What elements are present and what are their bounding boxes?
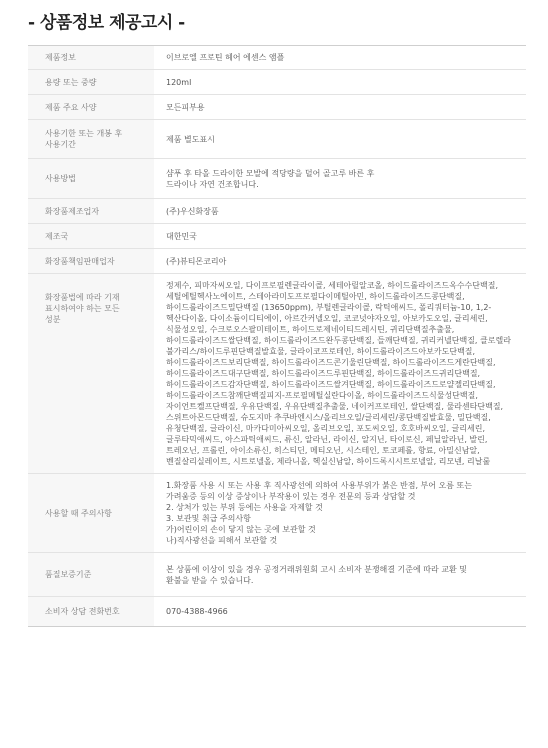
table-row [28, 70, 526, 95]
row-label-quality: 품질보증기준 [28, 553, 154, 597]
row-value-seller: (주)뷰티몬코리아 [154, 249, 526, 274]
product-info-table [28, 45, 526, 627]
row-label-manufacturer: 화장품제조업자 [28, 199, 154, 224]
row-label-phone: 소비자 상담 전화번호 [28, 597, 154, 627]
row-value-usage: 샴푸 후 타올 드라이한 모발에 적당량을 덜어 골고루 바른 후 드라이나 자연 건조합니다. [154, 159, 526, 199]
row-value-manufacturer: (주)우신화장품 [154, 199, 526, 224]
row-label-usage: 사용방법 [28, 159, 154, 199]
row-value-ingredients: 정제수, 피마자씨오일, 다이프로필렌글라이콜, 세테아릴알코올, 하이드롤라이즈드옥수수단백질, 세틸에틸헥사노에이트, 스테아라미도프로필다이메틸아민, 하이드롤라이즈드콩단백질, 하이드롤라이즈드밀단백질 (13650ppm), 부틸렌글라이콜, 락틱애씨드, 폴리쿼터늄-10, 1,2-헥산다이올, 다이소듐이디티에이, 아르간커넬오일, 코코넛야자오일, 아보카도오일, 글리세린, 식물성오일, 수크로오스팔미테이트, 하이드로제네이티드레시틴, 귀리단백질추출물, 하이드롤라이즈드쌀단백질, 하이드롤라이즈드완두콩단백질, 들깨단백질, 귀리커넬단백질, 클로렐라 불가리스/하이드루핀단백질발효물, 글라이코프로테인, 하이드롤라이즈드아보카도단백질, 하이드롤라이즈드보리단백질, 하이드롤라이즈드콘기울린단백질, 하이드롤라이즈드게란단백질, 하이드롤라이즈드대구단백질, 하이드롤라이즈드루핀단백질, 하이드롤라이즈드귀리단백질, 하이드롤라이즈드감자단백질, 하이드롤라이즈드쌀겨단백질, 하이드롤라이즈드로얄젤리단백질, 하이드롤라이즈드참깨단백질피지-프로필메틸실란다이올, 하이드롤라이즈드식물성단백질, 자이언트켈프단백질, 우유단백질, 우유단백질추출물, 네이커프로테인, 쌀단백질, 물라센타단백질, 스위트아몬드단백질, 슈도지마 추쿠바엔시스/올리브오일/글리세린/콩단백질발효물, 밀단백질, 유청단백질, 글라이신, 마카다미아씨오일, 올리브오일, 포도씨오일, 호호바씨오일, 글리세린, 글루타믹애씨드, 아스파틱애씨드, 류신, 알라닌, 라이신, 알지닌, 타이로신, 페닐알라닌, 발린, 트레오닌, 프롤린, 아이소류신, 히스티딘, 메티오닌, 시스테인, 토코페롤, 향료, 아밀신남알, 벤질살리실레이트, 시트로넬올, 제라니올, 헥실신남알, 하이드록시시트로넬알, 리모넨, 리날룰 [154, 274, 526, 474]
row-value-main-spec: 모든피부용 [154, 95, 526, 120]
table-row [28, 553, 526, 597]
row-value-phone: 070-4388-4966 [154, 597, 526, 627]
row-value-product-info: 이브로엘 프로틴 헤어 에센스 앰플 [166, 53, 285, 62]
table-row [28, 95, 526, 120]
row-value-quality: 본 상품에 이상이 있을 경우 공정거래위원회 고시 소비자 분쟁해결 기준에 따라 교환 및 환불을 받을 수 있습니다. [154, 553, 526, 597]
row-value-country: 대한민국 [154, 224, 526, 249]
table-row [28, 159, 526, 199]
row-value-caution: 1.화장품 사용 시 또는 사용 후 직사광선에 의하여 사용부위가 붉은 반점, 부어 오름 또는 가려움증 등의 이상 증상이나 부작용이 있는 경우 전문의 등과 상담할 것 2. 상처가 있는 부위 등에는 사용을 자제할 것 3. 보관및 취급 주의사항 가)어린이의 손이 닿지 않는 곳에 보관할 것 나)직사광선을 피해서 보관할 것 [154, 474, 526, 553]
table-row [28, 199, 526, 224]
table-row [28, 597, 526, 627]
row-label-main-spec: 제품 주요 사양 [28, 95, 154, 120]
table-row [28, 120, 526, 159]
row-label-caution: 사용할 때 주의사항 [28, 474, 154, 553]
row-label-product-info: 제품정보 [28, 46, 154, 70]
row-label-ingredients: 화장품법에 따라 기재 표시하여야 하는 모든 성분 [28, 274, 154, 474]
table-row [28, 224, 526, 249]
table-row [28, 474, 526, 553]
row-label-country: 제조국 [28, 224, 154, 249]
row-value-capacity: 120ml [154, 70, 526, 95]
row-label-capacity: 용량 또는 중량 [28, 70, 154, 95]
row-label-seller: 화장품책임판매업자 [28, 249, 154, 274]
row-label-expiry: 사용기한 또는 개봉 후 사용기간 [28, 120, 154, 159]
section-title: - 상품정보 제공고시 - [28, 13, 185, 33]
row-value-expiry: 제품 별도표시 [154, 120, 526, 159]
table-row [28, 249, 526, 274]
table-row [28, 46, 526, 70]
table-row [28, 274, 526, 474]
